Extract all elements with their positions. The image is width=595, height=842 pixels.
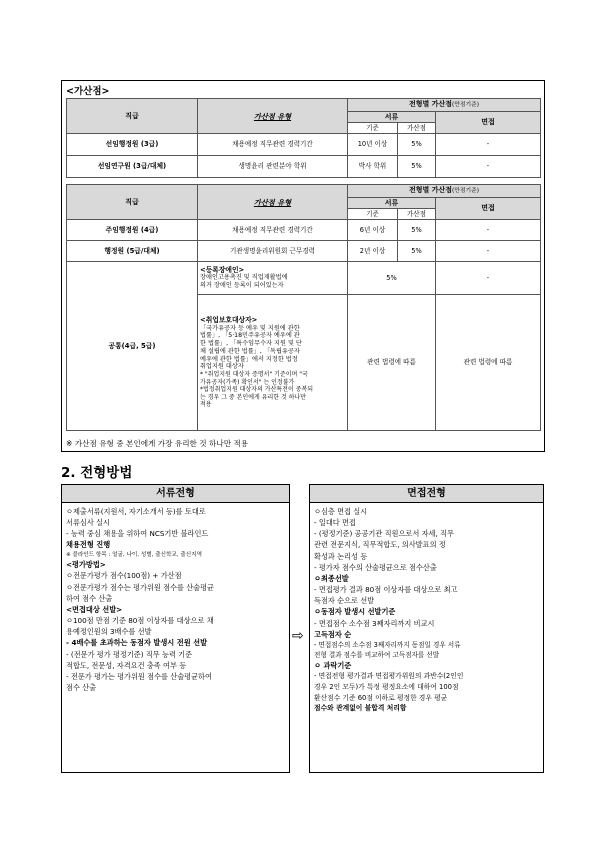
bonus-table-junior [66, 184, 541, 431]
employment-protection-cell: <취업보호대상자> 「국가유공자 등 예우 및 지원에 관한 법률」, 「5·18민주유공자 예우에 관 한 법률」, 「특수임무수자 지원 및 단 체 설립에 관한 법률」, 「독립유공자 예우에 관한 법률」에서 지정한 법정 취업지원 대상자 * "취업지원 대상자 증명서" 기준이며 "국 가유공자(가족) 확인서" 는 인정불가 *법정취업지원 대상자의 가산특전이 중복되 는 경우 그 중 본인에게 유리한 것 하나만 적용 [198, 295, 348, 431]
header-points: 가산점 [398, 123, 436, 134]
header-document: 서류 [348, 198, 436, 209]
document-screening-panel [61, 484, 290, 773]
header-basis: 기준 [348, 123, 398, 134]
interview-screening-panel [309, 484, 544, 773]
header-bonus-type: 가산점 유형 [198, 99, 348, 134]
bonus-table-senior [66, 98, 541, 178]
header-bonus-by-stage: 전형별 가산점(만점기준) [348, 185, 541, 198]
panel-body: ㅇ제출서류(지원서, 자기소개서 등)를 토대로 서류심사 실시 - 능력 중심 채용을 위하여 NCS기반 블라인드 채용전형 진행 ※ 블라인드 항목 : 얼굴, 나이, 성별, 출신학교, 출신지역 <평가방법> ㅇ전문가평가 점수(100점) + 가산점 ㅇ전문가평가 점수는 평가위원 점수를 산술평균 하여 점수 산출 <면접대상 선발> ㅇ100점 만점 기준 80점 이상자를 대상으로 채 용예정인원의 3배수를 선발 - 4배수를 초과하는 동점자 발생시 전원 선발 - (전문가 평가 평정기준) 직무 능력 기준 적합도, 전문성, 자격요건 충족 여부 등 - 전문가 평가는 평가위원 점수를 산술평균하여 점수 산출 [66, 507, 215, 692]
header-bonus-type: 가산점 유형 [198, 185, 348, 220]
panel-title: 면접전형 [310, 485, 543, 503]
header-interview: 면접 [436, 198, 541, 220]
footnote: ※ 가산점 유형 중 본인에게 가장 유리한 것 하나만 적용 [66, 439, 249, 448]
table-row: 공통(4급, 5급) <등록장애인> 장애인고용촉진 및 직업재활법에 의거 장애인 등록이 되어있는자 5% - [67, 262, 541, 295]
panel-title: 서류전형 [62, 485, 289, 503]
bonus-points-section [61, 80, 545, 452]
header-points: 가산점 [398, 209, 436, 220]
header-basis: 기준 [348, 209, 398, 220]
header-document: 서류 [348, 112, 436, 123]
section-heading: 2. 전형방법 [61, 465, 133, 481]
header-bonus-by-stage: 전형별 가산점(만점기준) [348, 99, 541, 112]
table-row: <취업보호대상자> 「국가유공자 등 예우 및 지원에 관한 법률」, 「5·18민주유공자 예우에 관 한 법률」, 「특수임무수자 지원 및 단 체 설립에 관한 법률」, 「독립유공자 예우에 관한 법률」에서 지정한 법정 취업지원 대상자 * "취업지원 대상자 증명서" 기준이며 "국 가유공자(가족) 확인서" 는 인정불가 *법정취업지원 대상자의 가산특전이 중복되 는 경우 그 중 본인에게 유리한 것 하나만 적용 관련 법령에 따름 관련 법령에 따름 [67, 295, 541, 431]
panel-body: ㅇ심층 면접 실시 - 일대다 면접 - (평정기준) 공공기관 직원으로서 자세, 직무 관련 전문지식, 직무적합도, 의사발표의 정 확성과 논리성 등 - 평가자 점수의 산술평균으로 점수산출 ㅇ최종선발 - 면접평가 결과 80점 이상자를 대상으로 최고 득점자 순으로 선발 ㅇ동점자 발생시 선발기준 - 면접점수 소수점 3째자리까지 비교시 고득점자 순 - 면접점수의 소수점 3째자리까지 동점일 경우 서류 전형 결과 점수를 비교하여 고득점자를 선발 ㅇ 과락기준 - 면접전형 평가결과 면접평가위원의 과반수(2인인 경우 2인 모두)가 특정 평정요소에 대하여 100점 환산점수 기준 60점 이하로 평정한 경우 평균 점수와 관계없이 불합격 처리함 [314, 507, 464, 713]
section-title-bonus: <가산점> [66, 86, 110, 97]
header-grade: 직급 [67, 99, 198, 134]
right-arrow-icon: ⇨ [292, 628, 304, 644]
header-grade: 직급 [67, 185, 198, 220]
table-row: 선임연구원 (3급/대체) 생명윤리 관련분야 학위 박사 학위 5% - [67, 156, 541, 178]
table-row: 행정원 (5급/대체) 기관생명윤리위원회 근무경력 2년 이상 5% - [67, 241, 541, 262]
table-row: 선임행정원 (3급) 채용예정 직무관련 경력기간 10년 이상 5% - [67, 134, 541, 156]
common-grade-cell: 공통(4급, 5급) [67, 262, 198, 431]
table-row: 주임행정원 (4급) 채용예정 직무관련 경력기간 6년 이상 5% - [67, 220, 541, 241]
header-interview: 면접 [436, 112, 541, 134]
disabled-criteria-cell: <등록장애인> 장애인고용촉진 및 직업재활법에 의거 장애인 등록이 되어있는자 [198, 262, 348, 295]
